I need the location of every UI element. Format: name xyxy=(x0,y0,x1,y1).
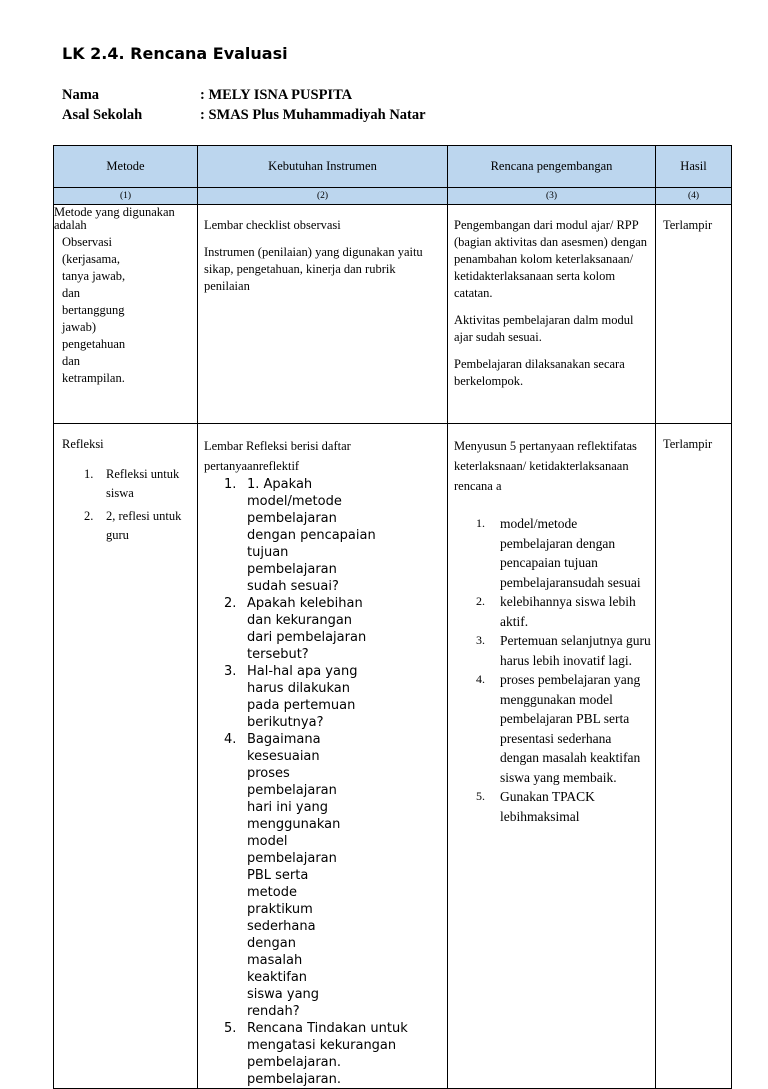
document-title: LK 2.4. Rencana Evaluasi xyxy=(62,44,288,63)
metode-line: (kerjasama, xyxy=(62,252,120,266)
instrumen-paragraph: Lembar checklist observasi xyxy=(204,218,341,232)
header-kebutuhan-instrumen: Kebutuhan Instrumen xyxy=(198,146,448,188)
sekolah-label: Asal Sekolah xyxy=(62,107,143,123)
table-row xyxy=(54,205,732,424)
column-number-row xyxy=(54,188,732,205)
sekolah-row xyxy=(62,107,426,124)
hasil-cell xyxy=(656,424,732,1089)
column-number: (1) xyxy=(54,188,198,205)
metode-cell xyxy=(54,205,198,424)
list-item: 3. Hal-hal apa yang harus dilakukan pada pertemuan berikutnya? xyxy=(224,664,358,730)
instrumen-list xyxy=(224,476,408,1088)
metode-title: Refleksi xyxy=(62,437,104,451)
header-row xyxy=(54,146,732,188)
column-number: (4) xyxy=(656,188,732,205)
metode-intro: Metode yang digunakan adalah xyxy=(54,205,175,232)
metode-cell xyxy=(54,424,198,1089)
rencana-intro: Menyusun 5 pertanyaan reflektifatas keterlaksnaan/ ketidakterlaksanaan rencana a xyxy=(454,439,637,493)
header-rencana-pengembangan: Rencana pengembangan xyxy=(448,146,656,188)
column-number: (2) xyxy=(198,188,448,205)
hasil-value: Terlampir xyxy=(663,437,713,451)
list-item: 1. Refleksi untuk siswa xyxy=(84,467,180,500)
metode-line: dan xyxy=(62,354,81,368)
list-item: 5. Rencana Tindakan untuk mengatasi kekurangan pembelajaran. pembelajaran. xyxy=(224,1021,408,1087)
table-row xyxy=(54,424,732,1089)
list-item: 5. Gunakan TPACK lebihmaksimal xyxy=(476,789,595,824)
list-item: 2. Apakah kelebihan dan kekurangan dari pembelajaran tersebut? xyxy=(224,596,367,662)
metode-list xyxy=(84,465,193,545)
header-metode: Metode xyxy=(54,146,198,188)
nama-label: Nama xyxy=(62,87,100,103)
rencana-paragraph: Pembelajaran dilaksanakan secara berkelompok. xyxy=(454,357,625,388)
instrumen-cell xyxy=(198,424,448,1089)
rencana-cell xyxy=(448,424,656,1089)
rencana-paragraph: Pengembangan dari modul ajar/ RPP (bagian aktivitas dan asesmen) dengan penambahan kolom keterlaksanaan/ ketidakterlaksanaan serta kolom catatan. xyxy=(454,218,647,300)
nama-value: : MELY ISNA PUSPITA xyxy=(200,87,353,103)
list-item: 1. 1. Apakah model/metode pembelajaran dengan pencapaian tujuan pembelajaran sudah sesuai? xyxy=(224,477,376,594)
metode-line: dan xyxy=(62,286,81,300)
evaluation-table xyxy=(53,145,732,1089)
instrumen-paragraph: Instrumen (penilaian) yang digunakan yaitu sikap, pengetahuan, kinerja dan rubrik penilaian xyxy=(204,245,423,293)
rencana-paragraph: Aktivitas pembelajaran dalm modul ajar sudah sesuai. xyxy=(454,313,634,344)
metode-line: Observasi xyxy=(62,235,112,249)
metode-lines xyxy=(54,232,197,387)
metode-line: jawab) xyxy=(62,320,97,334)
list-item: 4. Bagaimana kesesuaian proses pembelajaran hari ini yang menggunakan model pembelajaran PBL serta metode praktikum sederhana dengan masalah keaktifan siswa yang rendah? xyxy=(224,732,341,1019)
nama-row xyxy=(62,87,352,104)
list-item: 1. model/metode pembelajaran dengan pencapaian tujuan pembelajaransudah sesuai xyxy=(476,516,641,590)
hasil-cell xyxy=(656,205,732,424)
column-number: (3) xyxy=(448,188,656,205)
metode-line: pengetahuan xyxy=(62,337,126,351)
list-item: 4. proses pembelajaran yang menggunakan model pembelajaran PBL serta presentasi sederhana dengan masalah keaktifan siswa yang membaik. xyxy=(476,672,641,785)
instrumen-cell xyxy=(198,205,448,424)
metode-line: bertanggung xyxy=(62,303,125,317)
rencana-list xyxy=(476,514,651,826)
metode-line: ketrampilan. xyxy=(62,371,125,385)
header-hasil: Hasil xyxy=(656,146,732,188)
rencana-cell xyxy=(448,205,656,424)
list-item: 2. 2, reflesi untuk guru xyxy=(84,509,182,542)
list-item: 3. Pertemuan selanjutnya guru harus lebih inovatif lagi. xyxy=(476,633,651,668)
list-item: 2. kelebihannya siswa lebih aktif. xyxy=(476,594,636,629)
instrumen-intro: Lembar Refleksi berisi daftar pertanyaanreflektif xyxy=(204,439,351,473)
hasil-value: Terlampir xyxy=(663,218,713,232)
metode-line: tanya jawab, xyxy=(62,269,126,283)
sekolah-value: : SMAS Plus Muhammadiyah Natar xyxy=(200,107,426,123)
